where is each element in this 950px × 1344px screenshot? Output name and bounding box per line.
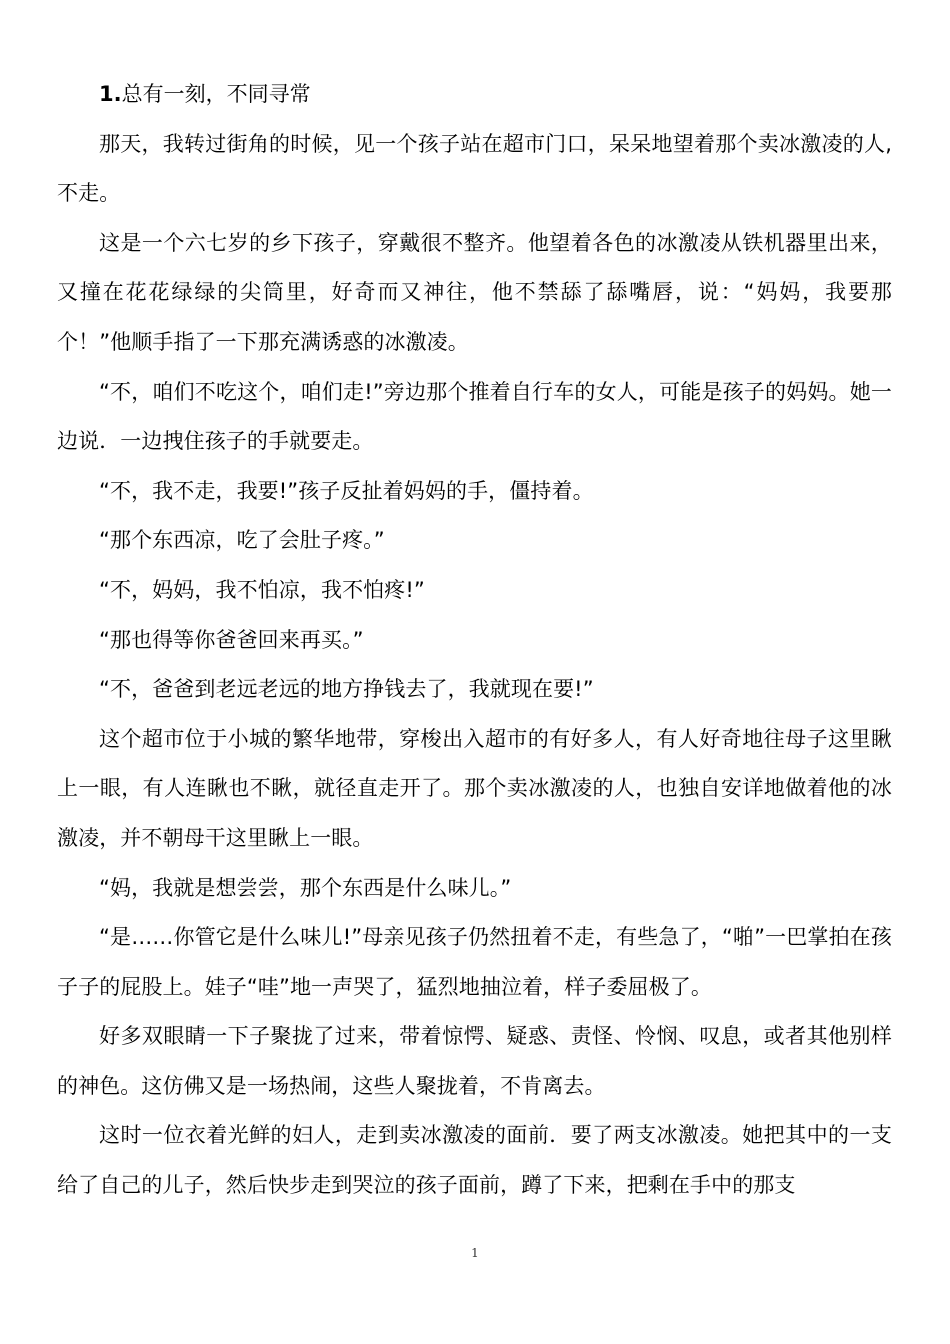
- paragraph: “不，妈妈，我不怕凉，我不怕疼!”: [99, 577, 425, 602]
- section-number: 1.: [99, 82, 122, 106]
- section-title: [57, 70, 892, 120]
- paragraph: “不，爸爸到老远老远的地方挣钱去了，我就现在要!”: [99, 677, 594, 702]
- paragraph: 这是一个六七岁的乡下孩子，穿戴很不整齐。他望着各色的冰激凌从铁机器里出来，又撞在花花绿绿的尖筒里，好奇而又神往，他不禁舔了舔嘴唇，说：“妈妈，我要那个！”他顺手指了一下那充满诱惑的冰激凌。: [57, 230, 892, 354]
- document-body: [57, 70, 892, 1211]
- paragraph: “那也得等你爸爸回来再买。”: [99, 627, 364, 652]
- paragraph: 这个超市位于小城的繁华地带，穿梭出入超市的有好多人，有人好奇地往母子这里瞅上一眼，有人连瞅也不瞅，就径直走开了。那个卖冰激凌的人，也独自安详地做着他的冰激凌，并不朝母干这里瞅上一眼。: [57, 726, 892, 850]
- paragraph: “不，咱们不吃这个，咱们走!”旁边那个推着自行车的女人，可能是孩子的妈妈。她一边说．一边拽住孩子的手就要走。: [57, 379, 892, 454]
- paragraph: 好多双眼睛一下子聚拢了过来，带着惊愕、疑惑、责怪、怜悯、叹息，或者其他别样的神色。这仿佛又是一场热闹，这些人聚拢着，不肯离去。: [57, 1024, 892, 1098]
- paragraph: “那个东西凉，吃了会肚子疼。”: [99, 528, 385, 553]
- section-title-text: 总有一刻，不同寻常: [121, 82, 311, 106]
- paragraph: “不，我不走，我要!”孩子反扯着妈妈的手，僵持着。: [99, 478, 594, 503]
- page-number: 1: [471, 1246, 479, 1260]
- paragraph: “是……你管它是什么味儿!”母亲见孩子仍然扭着不走，有些急了，“啪”一巴掌拍在孩子子的屁股上。娃子“哇”地一声哭了，猛烈地抽泣着，样子委屈极了。: [57, 925, 892, 999]
- paragraph: “妈，我就是想尝尝，那个东西是什么味儿。”: [99, 875, 512, 900]
- paragraph: 这时一位衣着光鲜的妇人，走到卖冰激凌的面前．要了两支冰激凌。她把其中的一支给了自己的儿子，然后快步走到哭泣的孩子面前，蹲了下来，把剩在手中的那支: [57, 1123, 892, 1198]
- paragraph: 那天，我转过街角的时候，见一个孩子站在超市门口，呆呆地望着那个卖冰激凌的人,不走。: [57, 131, 892, 206]
